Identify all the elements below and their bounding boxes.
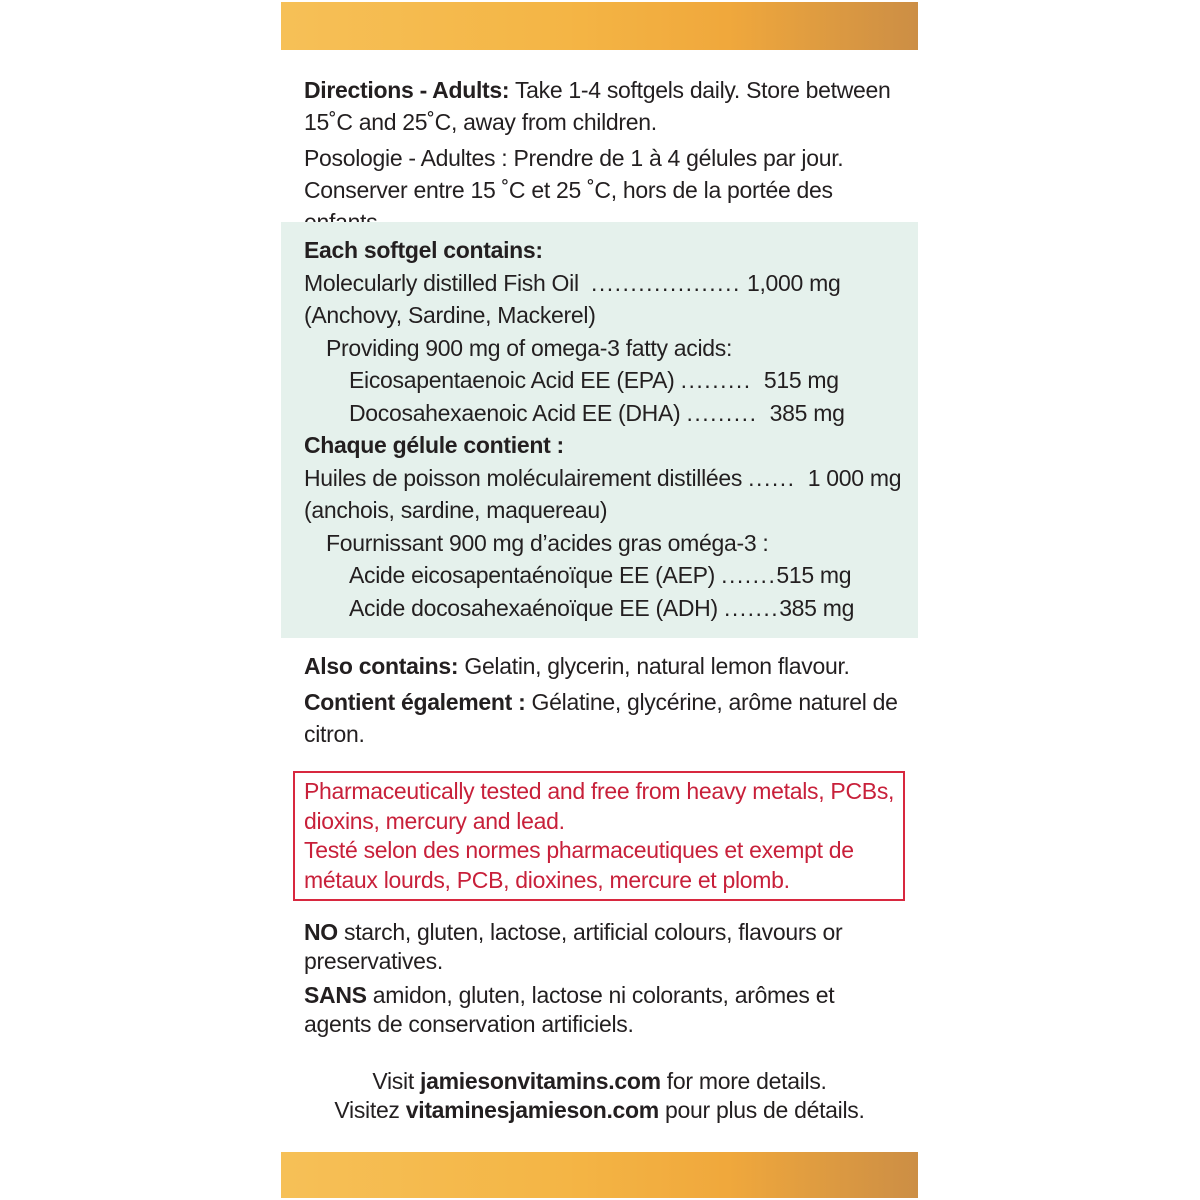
- free-from-en: NO starch, gluten, lactose, artificial colours, flavours or preservatives.: [304, 919, 843, 974]
- ingredient-row-dha-en: Docosahexaenoic Acid EE (DHA) ......... 385 mg: [349, 399, 845, 426]
- ingredient-sources-fr: (anchois, sardine, maquereau): [304, 497, 608, 523]
- free-from-fr: SANS amidon, gluten, lactose ni colorants, arômes et agents de conservation artificiels.: [304, 982, 835, 1037]
- also-contains-en: Also contains: Gelatin, glycerin, natural lemon flavour.: [304, 653, 850, 679]
- ingredient-sources-en: (Anchovy, Sardine, Mackerel): [304, 302, 596, 328]
- purity-warning-box: [293, 771, 905, 901]
- directions-en: Directions - Adults: Take 1-4 softgels daily. Store between 15˚C and 25˚C, away from children.: [304, 77, 891, 135]
- ingredient-row-epa-en: Eicosapentaenoic Acid EE (EPA) ......... 515 mg: [349, 367, 839, 393]
- website-section: [281, 1067, 918, 1124]
- ingredient-row-aep-fr: Acide eicosapentaénoïque EE (AEP) .......515 mg: [349, 562, 852, 588]
- ingredient-providing-fr: Fournissant 900 mg d’acides gras oméga-3 :: [326, 529, 769, 556]
- ingredient-row-fish-oil-en: Molecularly distilled Fish Oil ................... 1,000 mg: [304, 269, 841, 296]
- ingredient-row-adh-fr: Acide docosahexaénoïque EE (ADH) .......385 mg: [349, 594, 855, 621]
- ingredient-providing-en: Providing 900 mg of omega-3 fatty acids:: [326, 334, 733, 361]
- ingredients-heading-en: Each softgel contains:: [304, 237, 543, 263]
- website-link-en: jamiesonvitamins.com: [420, 1068, 661, 1094]
- top-color-band: [281, 2, 918, 50]
- free-from-section: [304, 918, 904, 1038]
- purity-statement-fr: Testé selon des normes pharmaceutiques et exempt de métaux lourds, PCB, dioxines, mercure et plomb.: [304, 837, 854, 893]
- website-fr: Visitez vitaminesjamieson.com pour plus de détails.: [334, 1096, 865, 1123]
- directions-section: [304, 74, 904, 238]
- ingredients-heading-fr: Chaque gélule contient :: [304, 432, 564, 458]
- purity-statement-en: Pharmaceutically tested and free from heavy metals, PCBs, dioxins, mercury and lead.: [304, 778, 895, 834]
- also-contains-section: [304, 650, 904, 750]
- ingredients-panel: [281, 222, 918, 638]
- also-contains-fr: Contient également : Gélatine, glycérine, arôme naturel de citron.: [304, 689, 898, 747]
- website-link-fr: vitaminesjamieson.com: [405, 1096, 659, 1123]
- bottom-color-band: [281, 1152, 918, 1198]
- website-en: Visit jamiesonvitamins.com for more details.: [372, 1068, 827, 1094]
- ingredient-row-fish-oil-fr: Huiles de poisson moléculairement distillées ...... 1 000 mg: [304, 464, 902, 491]
- product-label-panel: [281, 0, 918, 1200]
- directions-fr: Posologie - Adultes : Prendre de 1 à 4 gélules par jour. Conserver entre 15 ˚C et 25 ˚C, hors de la portée des: [304, 145, 844, 203]
